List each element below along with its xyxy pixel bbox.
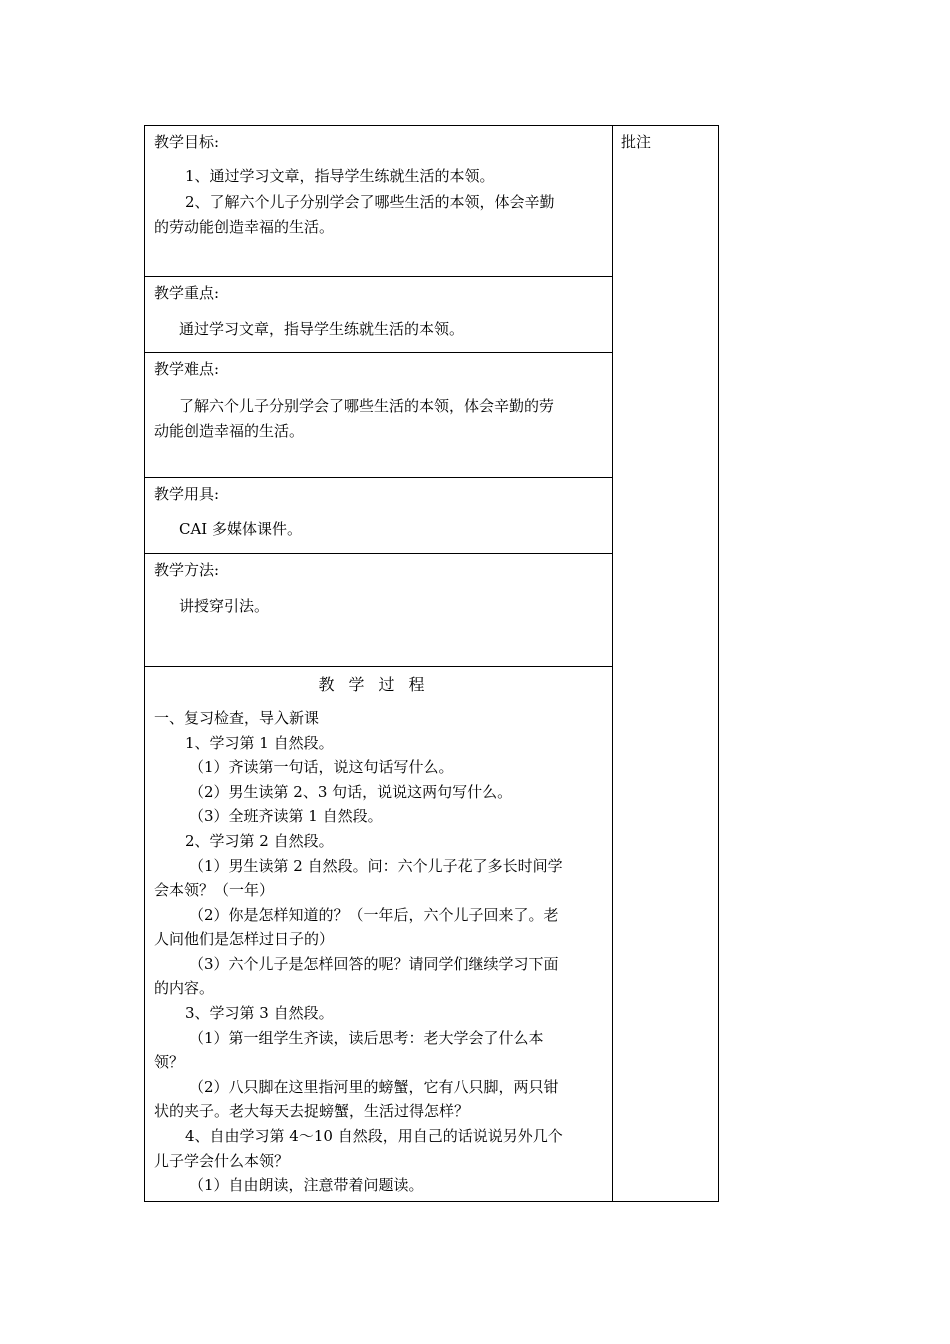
process-line: （2）你是怎样知道的？（一年后，六个儿子回来了。老: [189, 906, 559, 924]
goal-item-1: 1、通过学习文章，指导学生练就生活的本领。: [185, 167, 495, 185]
goal-item-2-cont: 的劳动能创造幸福的生活。: [154, 218, 335, 236]
process-line: 会本领？（一年）: [154, 881, 275, 899]
key-points-heading: 教学重点:: [154, 284, 220, 302]
process-line: （2）男生读第 2、3 句话，说说这两句写什么。: [189, 783, 513, 801]
goals-section: [145, 126, 612, 277]
process-line: （1）自由朗读，注意带着问题读。: [189, 1176, 424, 1194]
key-points-section: [145, 277, 612, 353]
process-line: （3）六个儿子是怎样回答的呢？请同学们继续学习下面: [189, 955, 559, 973]
process-line: （1）第一组学生齐读，读后思考：老大学会了什么本: [189, 1029, 544, 1047]
process-line: 3、学习第 3 自然段。: [185, 1004, 334, 1022]
process-line: （1）男生读第 2 自然段。问：六个儿子花了多长时间学: [189, 857, 563, 875]
tools-section: [145, 478, 612, 554]
process-line: （1）齐读第一句话，说这句话写什么。: [189, 758, 454, 776]
difficulties-line-2: 动能创造幸福的生活。: [154, 422, 305, 440]
tools-heading: 教学用具:: [154, 485, 220, 503]
lesson-plan-table: [144, 125, 719, 1202]
key-points-text: 通过学习文章，指导学生练就生活的本领。: [179, 320, 465, 338]
process-line: 2、学习第 2 自然段。: [185, 832, 334, 850]
difficulties-section: [145, 353, 612, 478]
methods-text: 讲授穿引法。: [179, 597, 270, 615]
difficulties-line-1: 了解六个儿子分别学会了哪些生活的本领，体会辛勤的劳: [179, 397, 555, 415]
process-line: 1、学习第 1 自然段。: [185, 734, 334, 752]
process-line: （2）八只脚在这里指河里的螃蟹，它有八只脚，两只钳: [189, 1078, 559, 1096]
main-column: [145, 126, 613, 1201]
process-line: 一、复习检查，导入新课: [154, 709, 320, 727]
process-title: 教学过程: [318, 675, 439, 694]
difficulties-heading: 教学难点:: [154, 360, 220, 378]
methods-section: [145, 554, 612, 667]
tools-text: CAI 多媒体课件。: [179, 520, 303, 538]
annotation-label: 批注: [621, 133, 652, 151]
annotation-column: [613, 126, 718, 1201]
process-line: （3）全班齐读第 1 自然段。: [189, 807, 383, 825]
goal-item-2: 2、了解六个儿子分别学会了哪些生活的本领，体会辛勤: [185, 193, 555, 211]
goals-heading: 教学目标:: [154, 133, 220, 151]
methods-heading: 教学方法:: [154, 561, 220, 579]
process-line: 的内容。: [154, 979, 215, 997]
process-line: 人问他们是怎样过日子的）: [154, 930, 335, 948]
process-section: [145, 667, 612, 1203]
process-line: 状的夹子。老大每天去捉螃蟹，生活过得怎样？: [154, 1102, 470, 1120]
process-line: 领？: [154, 1053, 185, 1071]
process-line: 4、自由学习第 4～10 自然段，用自己的话说说另外几个: [185, 1127, 563, 1145]
process-line: 儿子学会什么本领？: [154, 1152, 290, 1170]
